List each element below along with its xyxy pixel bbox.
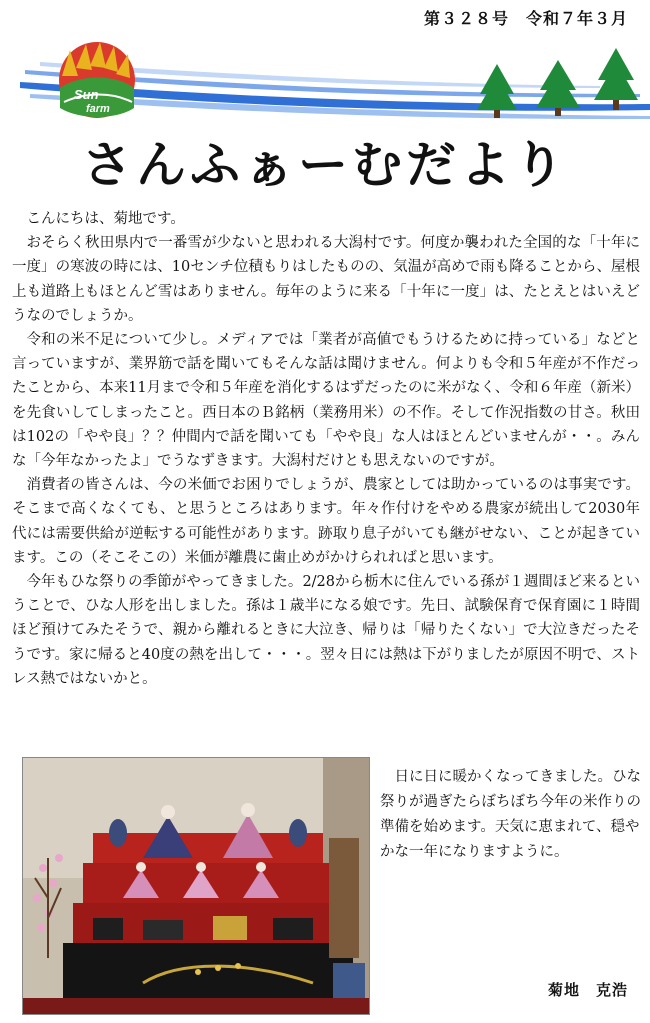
header-banner (0, 36, 650, 126)
author-signature: 菊地 克浩 (547, 981, 628, 999)
article-body (12, 207, 640, 691)
pine-tree-icon (594, 48, 638, 110)
sunfarm-logo (59, 42, 135, 118)
logo-text-sun: Sun (74, 87, 99, 102)
closing-remarks (380, 765, 642, 865)
pine-tree-icon (536, 60, 580, 116)
article-paragraph: 今年もひな祭りの季節がやってきました。2/28から栃木に住んでいる孫が１週間ほど来るということで、ひな人形を出しました。孫は１歳半になる娘です。先日、試験保育で保育園に１時間ほど預けてみたそうで、親から離れるときに大泣き、帰りは「帰りたくない」で大泣きだったそうです。家に帰ると40度の熱を出して・・・。翌々日には熱は下がりましたが原因不明で、ストレス熱ではないかと。 (12, 574, 640, 687)
pine-tree-icon (477, 64, 517, 118)
article-paragraph: 令和の米不足について少し。メディアでは「業者が高値でもうけるために持っている」などと言っていますが、業界筋で話を聞いてもそんな話は聞けません。何よりも令和５年産が不作だったことから、本来11月まで令和５年産を消化するはずだったのに米がなく、令和６年産（新米）を先食いしてしまったこと。西日本のＢ銘柄（業務用米）の不作。そして作況指数の甘さ。秋田は102の「やや良」？？仲間内で話を聞いても「やや良」な人はほとんどいませんが・・。みんな「今年なかったよ」でうなずきます。大潟村だけとも思えないのですが。 (12, 332, 640, 470)
closing-paragraph: 日に日に暖かくなってきました。ひな祭りが過ぎたらぼちぼち今年の米作りの準備を始めます。天気に恵まれて、穏やかな一年になりますように。 (380, 769, 641, 860)
article-paragraph: こんにちは、菊地です。 (26, 211, 185, 227)
issue-number: 第３２８号 令和７年３月 (423, 9, 628, 28)
article-paragraph: 消費者の皆さんは、今の米価でお困りでしょうが、農家としては助かっているのは事実です。そこまで高くなくても、と思うところはあります。年々作付けをやめる農家が続出して2030年代には需要供給が逆転する可能性があります。跡取り息子がいても継がせない、ことが起きています。この（そこそこの）米価が離農に歯止めがかけられればと思います。 (12, 477, 640, 566)
hina-dolls-photo (22, 757, 370, 1015)
article-paragraph: おそらく秋田県内で一番雪が少ないと思われる大潟村です。何度か襲われた全国的な「十年に一度」の寒波の時には、10センチ位積もりはしたものの、気温が高めで雨も降ることから、屋根上も道路上もほとんど雪はありません。毎年のように来る「十年に一度」は、たとえとはいえどうなのでしょうか。 (12, 235, 640, 324)
logo-text-farm: farm (86, 103, 110, 115)
pine-trees (477, 48, 638, 118)
newsletter-title: さんふぁーむだより (82, 136, 568, 194)
